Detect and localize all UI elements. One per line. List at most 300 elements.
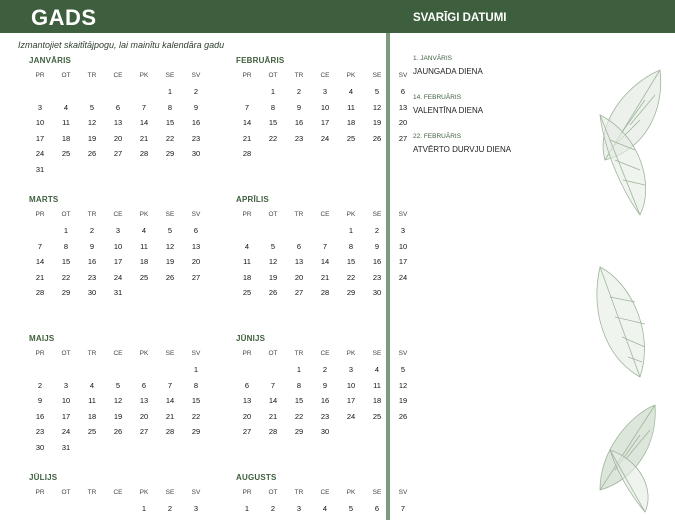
day-cell[interactable]: 13 xyxy=(398,102,408,112)
weekday-label: SV xyxy=(398,211,408,218)
day-cell[interactable]: 11 xyxy=(140,241,148,251)
day-cell[interactable]: 16 xyxy=(191,118,201,128)
month-name: FEBRUĀRIS xyxy=(236,56,285,65)
day-cell[interactable]: 15 xyxy=(191,396,201,406)
day-cell[interactable]: 18 xyxy=(242,272,252,282)
day-cell[interactable]: 13 xyxy=(113,118,123,128)
week-row xyxy=(27,131,209,147)
day-cell[interactable]: 28 xyxy=(268,427,278,437)
week-row xyxy=(234,223,416,239)
weekday-label: OT xyxy=(61,211,71,218)
day-cell[interactable]: 10 xyxy=(35,118,45,128)
day-cell[interactable]: 25 xyxy=(139,272,149,282)
week-row xyxy=(234,362,416,378)
week-row xyxy=(234,378,416,394)
weekday-label: PR xyxy=(242,489,252,496)
week-row xyxy=(234,424,416,440)
day-cell[interactable]: 4 xyxy=(322,504,328,514)
day-cell[interactable]: 27 xyxy=(294,288,304,298)
weekday-label: SV xyxy=(191,350,201,357)
day-cell[interactable]: 21 xyxy=(165,411,175,421)
day-cell[interactable]: 27 xyxy=(242,427,252,437)
day-cell[interactable]: 28 xyxy=(35,288,45,298)
day-cell[interactable]: 20 xyxy=(398,118,408,128)
week-row xyxy=(234,131,416,147)
day-cell[interactable]: 4 xyxy=(244,241,250,251)
week-row xyxy=(27,84,209,100)
header-bar xyxy=(0,0,675,33)
day-cell[interactable]: 1 xyxy=(193,365,199,375)
day-cell[interactable]: 26 xyxy=(372,133,382,143)
day-cell[interactable]: 2 xyxy=(296,87,302,97)
date-entry xyxy=(413,133,593,154)
day-cell[interactable]: 27 xyxy=(191,272,201,282)
weekday-label: PK xyxy=(346,211,356,218)
weekday-label: CE xyxy=(113,350,123,357)
day-cell[interactable]: 15 xyxy=(165,118,175,128)
weekday-label: TR xyxy=(294,489,304,496)
weekday-header xyxy=(27,67,209,84)
day-cell[interactable]: 30 xyxy=(320,427,330,437)
week-row xyxy=(27,270,209,286)
week-row xyxy=(234,84,416,100)
day-cell[interactable]: 30 xyxy=(87,288,97,298)
day-cell[interactable]: 3 xyxy=(322,87,328,97)
day-cell[interactable]: 14 xyxy=(35,257,45,267)
day-cell[interactable]: 2 xyxy=(167,504,173,514)
day-cell[interactable]: 6 xyxy=(141,380,147,390)
day-cell[interactable]: 26 xyxy=(113,427,123,437)
day-cell[interactable]: 21 xyxy=(268,411,278,421)
week-row xyxy=(27,100,209,116)
day-cell[interactable]: 11 xyxy=(347,102,355,112)
day-cell[interactable]: 1 xyxy=(348,226,354,236)
day-cell[interactable]: 7 xyxy=(322,241,328,251)
day-cell[interactable]: 1 xyxy=(270,87,276,97)
day-cell[interactable]: 25 xyxy=(346,133,356,143)
day-cell[interactable]: 13 xyxy=(294,257,304,267)
day-cell[interactable]: 22 xyxy=(268,133,278,143)
day-cell[interactable]: 17 xyxy=(346,396,356,406)
weekday-label: SE xyxy=(372,72,382,79)
day-cell[interactable]: 26 xyxy=(268,288,278,298)
day-cell[interactable]: 18 xyxy=(61,133,71,143)
day-cell[interactable]: 31 xyxy=(113,288,123,298)
day-cell[interactable]: 6 xyxy=(244,380,250,390)
day-cell[interactable]: 24 xyxy=(113,272,123,282)
day-cell[interactable]: 25 xyxy=(242,288,252,298)
year-title[interactable]: GADS xyxy=(31,5,97,30)
date-label: 14. FEBRUĀRIS xyxy=(413,94,462,101)
day-cell[interactable]: 20 xyxy=(139,411,149,421)
weekday-label: OT xyxy=(61,350,71,357)
weekday-label: SE xyxy=(372,489,382,496)
day-cell[interactable]: 25 xyxy=(87,427,97,437)
day-cell[interactable]: 28 xyxy=(242,149,252,159)
day-cell[interactable]: 11 xyxy=(243,257,251,267)
weekday-label: TR xyxy=(87,489,97,496)
weekday-label: CE xyxy=(113,72,123,79)
month-name: MARTS xyxy=(29,195,59,204)
day-cell[interactable]: 12 xyxy=(165,241,175,251)
day-cell[interactable]: 8 xyxy=(348,241,354,251)
day-cell[interactable]: 23 xyxy=(372,272,382,282)
month-name: APRĪLIS xyxy=(236,195,269,204)
day-cell[interactable]: 21 xyxy=(320,272,330,282)
weekday-header xyxy=(234,206,416,223)
week-row xyxy=(27,409,209,425)
weekday-label: PK xyxy=(139,211,149,218)
day-cell[interactable]: 19 xyxy=(87,133,97,143)
weekday-label: SE xyxy=(165,489,175,496)
week-row xyxy=(27,162,209,178)
weekday-label: SE xyxy=(372,211,382,218)
day-cell[interactable]: 23 xyxy=(35,427,45,437)
weekday-label: SE xyxy=(165,350,175,357)
week-row xyxy=(27,440,209,456)
weekday-label: PR xyxy=(242,211,252,218)
day-cell[interactable]: 4 xyxy=(89,380,95,390)
weekday-label: PK xyxy=(139,72,149,79)
day-cell[interactable]: 31 xyxy=(61,442,71,452)
month-block xyxy=(236,333,408,440)
event-name[interactable]: VALENTĪNA DIENA xyxy=(413,106,484,115)
day-cell[interactable]: 12 xyxy=(372,102,382,112)
day-cell[interactable]: 3 xyxy=(296,504,302,514)
weekday-label: PR xyxy=(35,72,45,79)
day-cell[interactable]: 12 xyxy=(87,118,97,128)
day-cell[interactable]: 9 xyxy=(374,241,380,251)
day-cell[interactable]: 8 xyxy=(296,380,302,390)
event-name[interactable]: ATVĒRTO DURVJU DIENA xyxy=(413,145,512,154)
day-cell[interactable]: 4 xyxy=(63,102,69,112)
day-cell[interactable]: 19 xyxy=(165,257,175,267)
day-cell[interactable]: 12 xyxy=(113,396,123,406)
day-cell[interactable]: 2 xyxy=(374,226,380,236)
day-cell[interactable]: 3 xyxy=(115,226,121,236)
month-name: JŪLIJS xyxy=(29,473,58,482)
day-cell[interactable]: 24 xyxy=(346,411,356,421)
day-cell[interactable]: 3 xyxy=(400,226,406,236)
weekday-label: PR xyxy=(35,350,45,357)
important-dates-title: SVARĪGI DATUMI xyxy=(413,12,507,24)
day-cell[interactable]: 16 xyxy=(87,257,97,267)
day-cell[interactable]: 13 xyxy=(191,241,201,251)
day-cell[interactable]: 20 xyxy=(294,272,304,282)
day-cell[interactable]: 22 xyxy=(294,411,304,421)
day-cell[interactable]: 26 xyxy=(165,272,175,282)
day-cell[interactable]: 28 xyxy=(320,288,330,298)
day-cell[interactable]: 18 xyxy=(372,396,382,406)
day-cell[interactable]: 7 xyxy=(244,102,250,112)
weekday-label: PK xyxy=(346,72,356,79)
day-cell[interactable]: 24 xyxy=(61,427,71,437)
day-cell[interactable]: 14 xyxy=(139,118,149,128)
day-cell[interactable]: 8 xyxy=(63,241,69,251)
day-cell[interactable]: 17 xyxy=(320,118,330,128)
day-cell[interactable]: 10 xyxy=(320,102,330,112)
week-row xyxy=(234,254,416,270)
weekday-label: TR xyxy=(294,211,304,218)
day-cell[interactable]: 25 xyxy=(61,149,71,159)
day-cell[interactable]: 1 xyxy=(296,365,302,375)
week-row xyxy=(234,409,416,425)
instruction-text: Izmantojiet skaitītājpogu, lai mainītu kalendāra gadu xyxy=(18,40,225,50)
month-block xyxy=(29,194,201,301)
day-cell[interactable]: 25 xyxy=(372,411,382,421)
weekday-label: PR xyxy=(35,489,45,496)
day-cell[interactable]: 26 xyxy=(87,149,97,159)
day-cell[interactable]: 29 xyxy=(294,427,304,437)
day-cell[interactable]: 31 xyxy=(35,164,45,174)
day-cell[interactable]: 7 xyxy=(141,102,147,112)
weekday-label: SV xyxy=(191,489,201,496)
date-entry xyxy=(413,94,593,115)
weekday-label: OT xyxy=(61,72,71,79)
day-cell[interactable]: 11 xyxy=(373,380,381,390)
day-cell[interactable]: 17 xyxy=(398,257,408,267)
day-cell[interactable]: 3 xyxy=(348,365,354,375)
month-block xyxy=(29,472,201,517)
day-cell[interactable]: 9 xyxy=(193,102,199,112)
day-cell[interactable]: 4 xyxy=(374,365,380,375)
day-cell[interactable]: 5 xyxy=(374,87,380,97)
day-cell[interactable]: 23 xyxy=(87,272,97,282)
day-cell[interactable]: 24 xyxy=(35,149,45,159)
weekday-label: PR xyxy=(35,211,45,218)
day-cell[interactable]: 18 xyxy=(346,118,356,128)
day-cell[interactable]: 2 xyxy=(322,365,328,375)
day-cell[interactable]: 15 xyxy=(61,257,71,267)
day-cell[interactable]: 29 xyxy=(165,149,175,159)
day-cell[interactable]: 1 xyxy=(63,226,69,236)
weekday-label: SV xyxy=(191,72,201,79)
day-cell[interactable]: 21 xyxy=(242,133,252,143)
weekday-label: CE xyxy=(320,350,330,357)
day-cell[interactable]: 28 xyxy=(139,149,149,159)
event-name[interactable]: JAUNGADA DIENA xyxy=(413,67,483,76)
day-cell[interactable]: 2 xyxy=(37,380,43,390)
day-cell[interactable]: 7 xyxy=(167,380,173,390)
day-cell[interactable]: 4 xyxy=(348,87,354,97)
day-cell[interactable]: 21 xyxy=(139,133,149,143)
day-cell[interactable]: 18 xyxy=(87,411,97,421)
leaf-decoration-top xyxy=(585,65,665,225)
day-cell[interactable]: 10 xyxy=(113,241,123,251)
day-cell[interactable]: 1 xyxy=(141,504,147,514)
day-cell[interactable]: 8 xyxy=(270,102,276,112)
day-cell[interactable]: 27 xyxy=(398,133,408,143)
week-row xyxy=(27,378,209,394)
day-cell[interactable]: 19 xyxy=(113,411,123,421)
day-cell[interactable]: 6 xyxy=(193,226,199,236)
day-cell[interactable]: 28 xyxy=(165,427,175,437)
month-name: AUGUSTS xyxy=(236,473,277,482)
day-cell[interactable]: 5 xyxy=(89,102,95,112)
week-row xyxy=(27,223,209,239)
week-row xyxy=(234,501,416,517)
day-cell[interactable]: 5 xyxy=(270,241,276,251)
weekday-label: TR xyxy=(87,72,97,79)
week-row xyxy=(234,115,416,131)
week-row xyxy=(234,285,416,301)
day-cell[interactable]: 15 xyxy=(268,118,278,128)
day-cell[interactable]: 29 xyxy=(191,427,201,437)
day-cell[interactable]: 18 xyxy=(139,257,149,267)
day-cell[interactable]: 22 xyxy=(165,133,175,143)
day-cell[interactable]: 29 xyxy=(61,288,71,298)
day-cell[interactable]: 30 xyxy=(35,442,45,452)
day-cell[interactable]: 14 xyxy=(320,257,330,267)
day-cell[interactable]: 3 xyxy=(193,504,199,514)
day-cell[interactable]: 20 xyxy=(113,133,123,143)
day-cell[interactable]: 19 xyxy=(372,118,382,128)
day-cell[interactable]: 29 xyxy=(346,288,356,298)
week-row xyxy=(234,270,416,286)
day-cell[interactable]: 13 xyxy=(242,396,252,406)
day-cell[interactable]: 2 xyxy=(193,87,199,97)
day-cell[interactable]: 23 xyxy=(320,411,330,421)
day-cell[interactable]: 16 xyxy=(372,257,382,267)
date-entry xyxy=(413,55,593,76)
day-cell[interactable]: 14 xyxy=(268,396,278,406)
day-cell[interactable]: 8 xyxy=(167,102,173,112)
day-cell[interactable]: 17 xyxy=(35,133,45,143)
day-cell[interactable]: 16 xyxy=(35,411,45,421)
day-cell[interactable]: 22 xyxy=(346,272,356,282)
day-cell[interactable]: 23 xyxy=(294,133,304,143)
weekday-label: TR xyxy=(294,72,304,79)
date-label: 22. FEBRUĀRIS xyxy=(413,133,462,140)
day-cell[interactable]: 3 xyxy=(37,102,43,112)
week-row xyxy=(234,239,416,255)
weekday-label: TR xyxy=(294,350,304,357)
weekday-header xyxy=(27,345,209,362)
week-row xyxy=(234,393,416,409)
day-cell[interactable]: 5 xyxy=(400,365,406,375)
month-block xyxy=(29,55,201,177)
day-cell[interactable]: 30 xyxy=(191,149,201,159)
day-cell[interactable]: 4 xyxy=(141,226,147,236)
day-cell[interactable]: 7 xyxy=(400,504,406,514)
day-cell[interactable]: 7 xyxy=(270,380,276,390)
day-cell[interactable]: 26 xyxy=(398,411,408,421)
day-cell[interactable]: 11 xyxy=(62,118,70,128)
day-cell[interactable]: 10 xyxy=(346,380,356,390)
month-name: JANVĀRIS xyxy=(29,56,72,65)
week-row xyxy=(27,285,209,301)
day-cell[interactable]: 10 xyxy=(61,396,71,406)
day-cell[interactable]: 21 xyxy=(35,272,45,282)
week-row xyxy=(234,100,416,116)
day-cell[interactable]: 5 xyxy=(167,226,173,236)
day-cell[interactable]: 10 xyxy=(398,241,408,251)
day-cell[interactable]: 20 xyxy=(191,257,201,267)
day-cell[interactable]: 19 xyxy=(268,272,278,282)
weekday-label: PK xyxy=(346,350,356,357)
weekday-label: SV xyxy=(398,72,408,79)
day-cell[interactable]: 6 xyxy=(296,241,302,251)
day-cell[interactable]: 9 xyxy=(37,396,43,406)
day-cell[interactable]: 1 xyxy=(244,504,250,514)
day-cell[interactable]: 14 xyxy=(165,396,175,406)
weekday-header xyxy=(234,345,416,362)
important-dates-list xyxy=(413,55,593,172)
day-cell[interactable]: 15 xyxy=(294,396,304,406)
day-cell[interactable]: 24 xyxy=(398,272,408,282)
weekday-label: PK xyxy=(139,350,149,357)
day-cell[interactable]: 27 xyxy=(113,149,123,159)
day-cell[interactable]: 2 xyxy=(270,504,276,514)
month-name: JŪNIJS xyxy=(236,334,266,343)
date-label: 1. JANVĀRIS xyxy=(413,55,453,62)
weekday-label: TR xyxy=(87,350,97,357)
week-row xyxy=(27,146,209,162)
weekday-label: TR xyxy=(87,211,97,218)
weekday-label: PR xyxy=(242,350,252,357)
weekday-label: SE xyxy=(165,72,175,79)
month-block xyxy=(236,194,408,301)
day-cell[interactable]: 12 xyxy=(398,380,408,390)
day-cell[interactable]: 3 xyxy=(63,380,69,390)
day-cell[interactable]: 30 xyxy=(372,288,382,298)
week-row xyxy=(27,501,209,517)
day-cell[interactable]: 6 xyxy=(115,102,121,112)
day-cell[interactable]: 17 xyxy=(113,257,123,267)
day-cell[interactable]: 5 xyxy=(115,380,121,390)
day-cell[interactable]: 9 xyxy=(89,241,95,251)
week-row xyxy=(27,239,209,255)
weekday-label: SE xyxy=(372,350,382,357)
day-cell[interactable]: 27 xyxy=(139,427,149,437)
weekday-label: CE xyxy=(113,211,123,218)
day-cell[interactable]: 16 xyxy=(294,118,304,128)
day-cell[interactable]: 7 xyxy=(37,241,43,251)
day-cell[interactable]: 6 xyxy=(400,87,406,97)
week-row xyxy=(27,115,209,131)
weekday-header xyxy=(27,484,209,501)
day-cell[interactable]: 20 xyxy=(242,411,252,421)
day-cell[interactable]: 2 xyxy=(89,226,95,236)
weekday-label: CE xyxy=(320,72,330,79)
day-cell[interactable]: 24 xyxy=(320,133,330,143)
weekday-label: PR xyxy=(242,72,252,79)
weekday-label: OT xyxy=(268,489,278,496)
day-cell[interactable]: 17 xyxy=(61,411,71,421)
day-cell[interactable]: 19 xyxy=(398,396,408,406)
day-cell[interactable]: 5 xyxy=(348,504,354,514)
day-cell[interactable]: 6 xyxy=(374,504,380,514)
weekday-label: SV xyxy=(398,350,408,357)
day-cell[interactable]: 14 xyxy=(242,118,252,128)
day-cell[interactable]: 12 xyxy=(268,257,278,267)
day-cell[interactable]: 9 xyxy=(322,380,328,390)
day-cell[interactable]: 22 xyxy=(61,272,71,282)
day-cell[interactable]: 11 xyxy=(88,396,96,406)
day-cell[interactable]: 16 xyxy=(320,396,330,406)
week-row xyxy=(27,362,209,378)
day-cell[interactable]: 9 xyxy=(296,102,302,112)
day-cell[interactable]: 1 xyxy=(167,87,173,97)
day-cell[interactable]: 8 xyxy=(193,380,199,390)
day-cell[interactable]: 22 xyxy=(191,411,201,421)
day-cell[interactable]: 23 xyxy=(191,133,201,143)
week-row xyxy=(27,254,209,270)
weekday-label: OT xyxy=(268,211,278,218)
day-cell[interactable]: 13 xyxy=(139,396,149,406)
day-cell[interactable]: 15 xyxy=(346,257,356,267)
weekday-label: OT xyxy=(268,350,278,357)
